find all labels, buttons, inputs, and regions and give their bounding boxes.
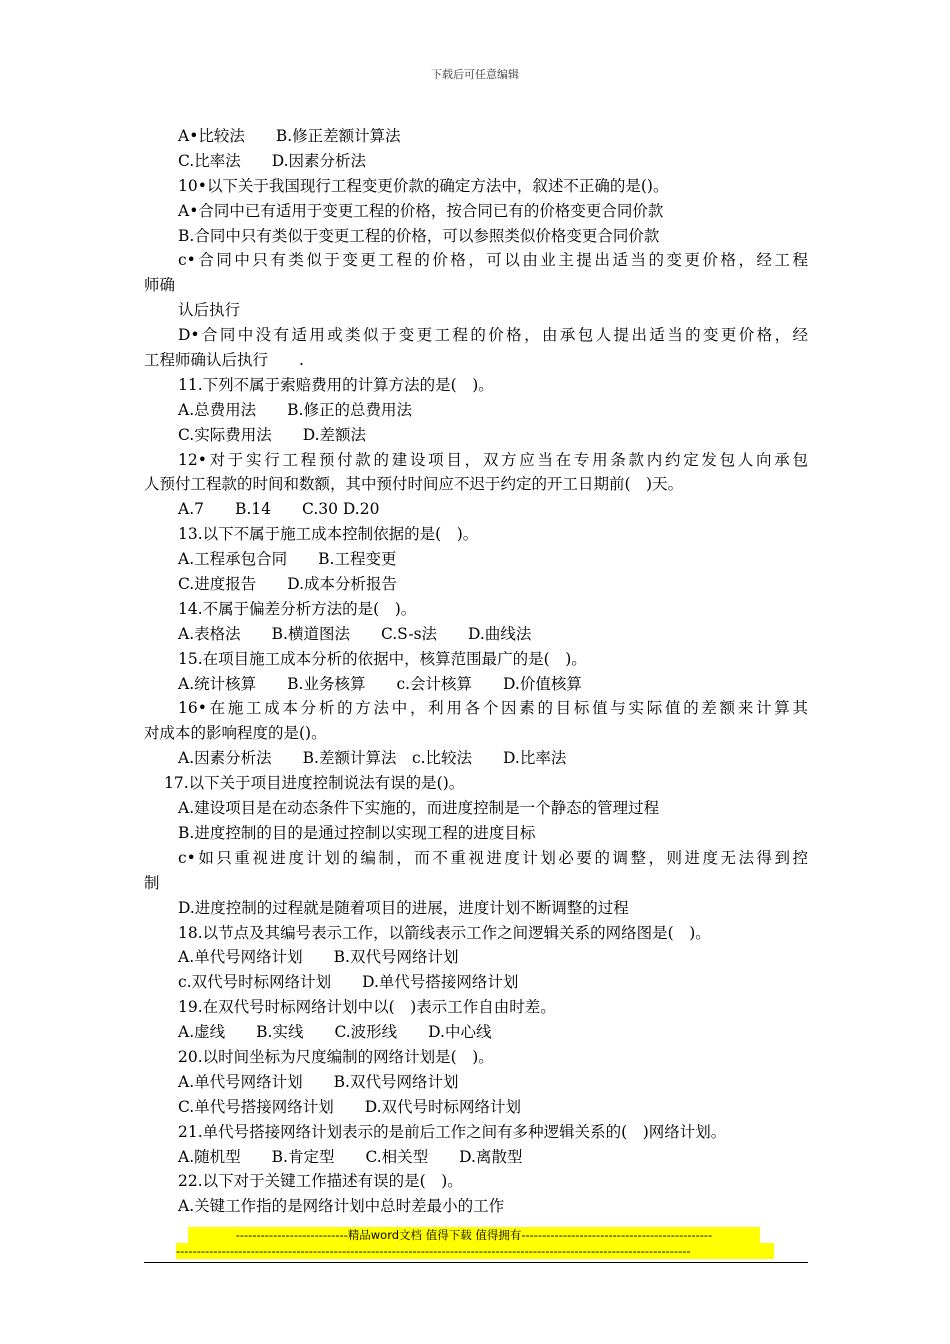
text-line: 14.不属于偏差分析方法的是( )。 [178, 599, 417, 618]
text-line: A•合同中已有适用于变更工程的价格，按合同已有的价格变更合同价款 [178, 201, 664, 220]
text-line: C.比率法 D.因素分析法 [178, 151, 367, 170]
text-line: 人预付工程款的时间和数额，其中预付时间应不迟于约定的开工日期前( )天。 [144, 475, 684, 494]
text-line: c•合同中只有类似于变更工程的价格，可以由业主提出适当的变更价格，经工程 [178, 251, 808, 270]
text-line: 工程师确认后执行 . [144, 351, 304, 370]
text-line: 21.单代号搭接网络计划表示的是前后工作之间有多种逻辑关系的( )网络计划。 [178, 1122, 727, 1141]
text-line: A.表格法 B.横道图法 C.S-s法 D.曲线法 [178, 624, 532, 643]
page-header: 下载后可任意编辑 [431, 68, 519, 81]
text-line: A.工程承包合同 B.工程变更 [178, 550, 397, 569]
footer-rule [144, 1262, 808, 1263]
document-body [144, 124, 808, 1219]
text-line: D.进度控制的过程就是随着项目的进展，进度计划不断调整的过程 [178, 898, 629, 917]
text-line: A.单代号网络计划 B.双代号网络计划 [178, 1072, 459, 1091]
text-line: A.总费用法 B.修正的总费用法 [178, 400, 412, 419]
text-line: A.单代号网络计划 B.双代号网络计划 [178, 948, 459, 967]
text-line: 15.在项目施工成本分析的依据中，核算范围最广的是( )。 [178, 649, 587, 668]
text-line: B.合同中只有类似于变更工程的价格，可以参照类似价格变更合同价款 [178, 226, 660, 245]
text-line: A.因素分析法 B.差额计算法 c.比较法 D.比率法 [178, 749, 567, 768]
text-line: A.建设项目是在动态条件下实施的，而进度控制是一个静态的管理过程 [178, 799, 660, 818]
text-line: A.虚线 B.实线 C.波形线 D.中心线 [178, 1023, 492, 1042]
text-line: D•合同中没有适用或类似于变更工程的价格，由承包人提出适当的变更价格，经 [178, 326, 808, 345]
text-line: 制 [144, 873, 160, 892]
text-line: 16•在施工成本分析的方法中，利用各个因素的目标值与实际值的差额来计算其 [178, 699, 808, 718]
text-line: C.单代号搭接网络计划 D.双代号时标网络计划 [178, 1097, 522, 1116]
text-line: c.双代号时标网络计划 D.单代号搭接网络计划 [178, 973, 519, 992]
text-line: 对成本的影响程度的是()。 [144, 724, 327, 743]
text-line: 22.以下对于关键工作描述有误的是( )。 [178, 1172, 463, 1191]
text-line: A.随机型 B.肯定型 C.相关型 D.离散型 [178, 1147, 523, 1166]
text-line: C.进度报告 D.成本分析报告 [178, 575, 398, 594]
text-line: 认后执行 [178, 301, 241, 320]
text-line: 13.以下不属于施工成本控制依据的是( )。 [178, 525, 479, 544]
text-line: 19.在双代号时标网络计划中以( )表示工作自由时差。 [178, 998, 556, 1017]
text-line: A.统计核算 B.业务核算 c.会计核算 D.价值核算 [178, 674, 582, 693]
footer-promo-line: ---------------------------精品word文档 值得下载 值得拥有---------------------------------------------- [188, 1227, 760, 1243]
text-line: A.关键工作指的是网络计划中总时差最小的工作 [178, 1197, 505, 1216]
text-line: C.实际费用法 D.差额法 [178, 425, 367, 444]
text-line: A.7 B.14 C.30 D.20 [178, 500, 380, 519]
text-line: B.进度控制的目的是通过控制以实现工程的进度目标 [178, 823, 536, 842]
text-line: 18.以节点及其编号表示工作，以箭线表示工作之间逻辑关系的网络图是( )。 [178, 923, 711, 942]
text-line: 17.以下关于项目进度控制说法有误的是()。 [164, 774, 465, 793]
footer-banner [176, 1227, 776, 1259]
text-line: 20.以时间坐标为尺度编制的网络计划是( )。 [178, 1047, 494, 1066]
text-line: c•如只重视进度计划的编制，而不重视进度计划必要的调整，则进度无法得到控 [178, 848, 808, 867]
text-line: 10•以下关于我国现行工程变更价款的确定方法中，叙述不正确的是()。 [178, 176, 669, 195]
text-line: A•比较法 B.修正差额计算法 [178, 127, 401, 145]
text-line: 11.下列不属于索赔费用的计算方法的是( )。 [178, 375, 494, 394]
text-line: 师确 [144, 276, 176, 295]
footer-dash-line: ---------------------------------------------------------------------------------------------------------------------------- [176, 1243, 774, 1259]
text-line: 12•对于实行工程预付款的建设项目，双方应当在专用条款内约定发包人向承包 [178, 450, 808, 469]
